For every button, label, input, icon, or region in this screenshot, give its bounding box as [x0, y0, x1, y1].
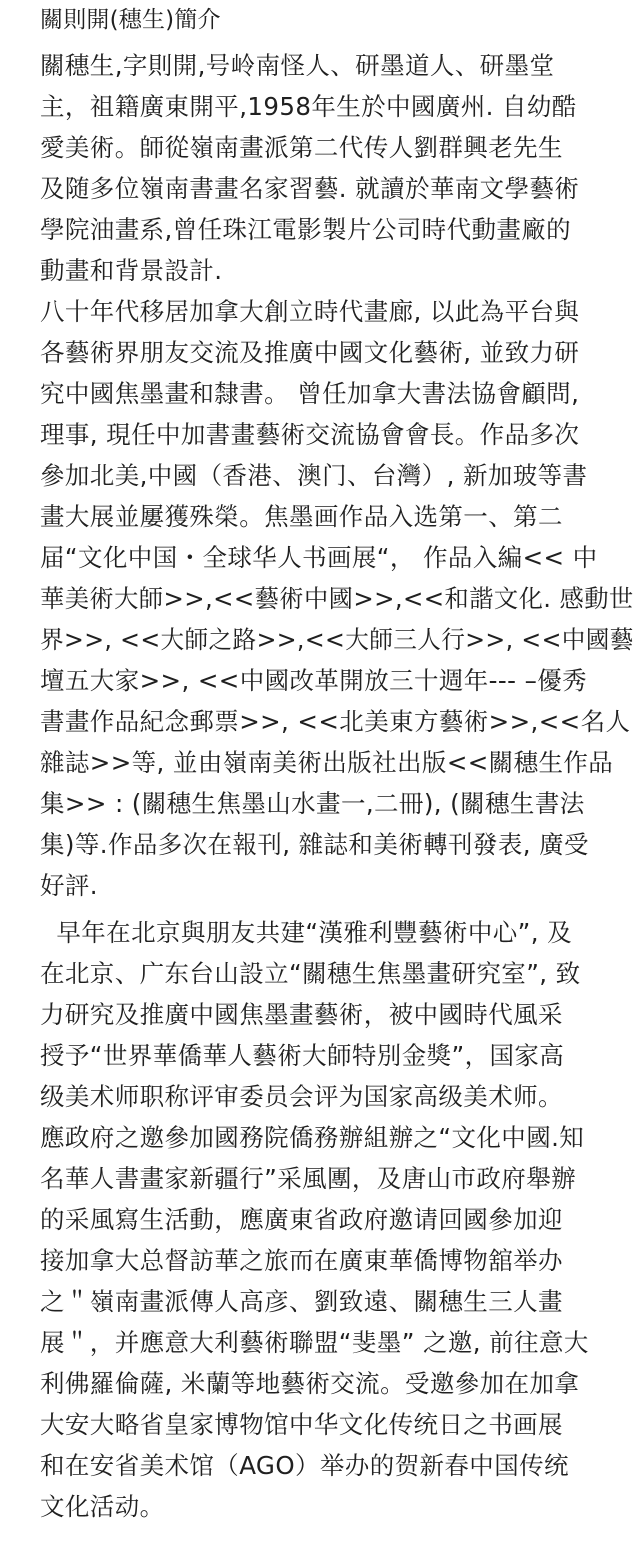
text-line: 書畫作品紀念郵票>>, <<北美東方藝術>>,<<名人	[40, 707, 631, 736]
text-line: 大安大略省皇家博物馆中华文化传统日之书画展	[40, 1410, 563, 1439]
text-line: 八十年代移居加拿大創立時代畫廊, 以此為平台與	[40, 297, 580, 326]
text-line: 主，祖籍廣東開平,1958年生於中國廣州. 自幼酷	[40, 92, 577, 121]
text-line: 動畫和背景設計.	[40, 256, 223, 285]
text-line: 早年在北京與朋友共建“漢雅利豐藝術中心”, 及	[40, 918, 573, 947]
text-line: 授予“世界華僑華人藝術大師特別金獎”，国家高	[40, 1041, 565, 1070]
text-line: 级美术师职称评审委员会评为国家高级美术师。	[40, 1082, 563, 1111]
text-line: 應政府之邀參加國務院僑務辦組辦之“文化中國.知	[40, 1123, 585, 1152]
text-line: 力研究及推廣中國焦墨畫藝術，被中國時代風采	[40, 1000, 563, 1029]
text-line: 及随多位嶺南書畫名家習藝. 就讀於華南文學藝術	[40, 174, 580, 203]
text-line: 文化活动。	[40, 1492, 165, 1521]
text-line: 集)等.作品多次在報刊, 雜誌和美術轉刊發表, 廣受	[40, 830, 589, 859]
text-line: 展＂，并應意大利藝術聯盟“斐墨” 之邀, 前往意大	[40, 1328, 589, 1357]
text-line: 究中國焦墨畫和隸書。 曾任加拿大書法協會顧問,	[40, 379, 580, 408]
text-line: 名華人書畫家新疆行”采風團，及唐山市政府舉辦	[40, 1164, 576, 1193]
text-line: 集>> : (關穗生焦墨山水畫一,二冊), (關穗生書法	[40, 789, 585, 818]
text-line: 好評.	[40, 871, 98, 900]
text-line: 各藝術界朋友交流及推廣中國文化藝術, 並致力研	[40, 338, 580, 367]
text-line: 理事, 現任中加書畫藝術交流協會會長。作品多次	[40, 420, 580, 449]
text-line: 學院油畫系,曾任珠江電影製片公司時代動畫廠的	[40, 215, 572, 244]
text-line: 的采風寫生活動，應廣東省政府邀请回國參加迎	[40, 1205, 563, 1234]
text-line: 界>>, <<大師之路>>,<<大師三人行>>, <<中國藝	[40, 625, 634, 654]
text-line: 畫大展並屢獲殊榮。焦墨画作品入选第一、第二	[40, 502, 563, 531]
text-line: 雜誌>>等, 並由嶺南美術出版社出版<<關穗生作品	[40, 748, 614, 777]
text-line: 愛美術。師從嶺南畫派第二代传人劉群興老先生	[40, 133, 563, 162]
text-line: 在北京、广东台山設立“關穗生焦墨畫研究室”, 致	[40, 959, 581, 988]
text-line: 和在安省美术馆（AGO）举办的贺新春中国传统	[40, 1451, 569, 1480]
text-line: 華美術大師>>,<<藝術中國>>,<<和諧文化. 感動世	[40, 584, 634, 613]
text-line: 壇五大家>>, <<中國改革開放三十週年--- –優秀	[40, 666, 588, 695]
text-line: 參加北美,中國（香港、澳门、台灣）, 新加玻等書	[40, 461, 588, 490]
text-line: 之＂嶺南畫派傳人高彦、劉致遠、關穗生三人畫	[40, 1287, 563, 1316]
text-line: 届“文化中国・全球华人书画展“， 作品入編<< 中	[40, 543, 598, 572]
text-line: 利佛羅倫薩, 米蘭等地藝術交流。受邀參加在加拿	[40, 1369, 580, 1398]
page-title: 關則開(穗生)簡介	[40, 7, 221, 33]
text-line: 關穗生,字則開,号岭南怪人、研墨道人、研墨堂	[40, 51, 555, 80]
text-line: 接加拿大总督訪華之旅而在廣東華僑博物舘举办	[40, 1246, 563, 1275]
